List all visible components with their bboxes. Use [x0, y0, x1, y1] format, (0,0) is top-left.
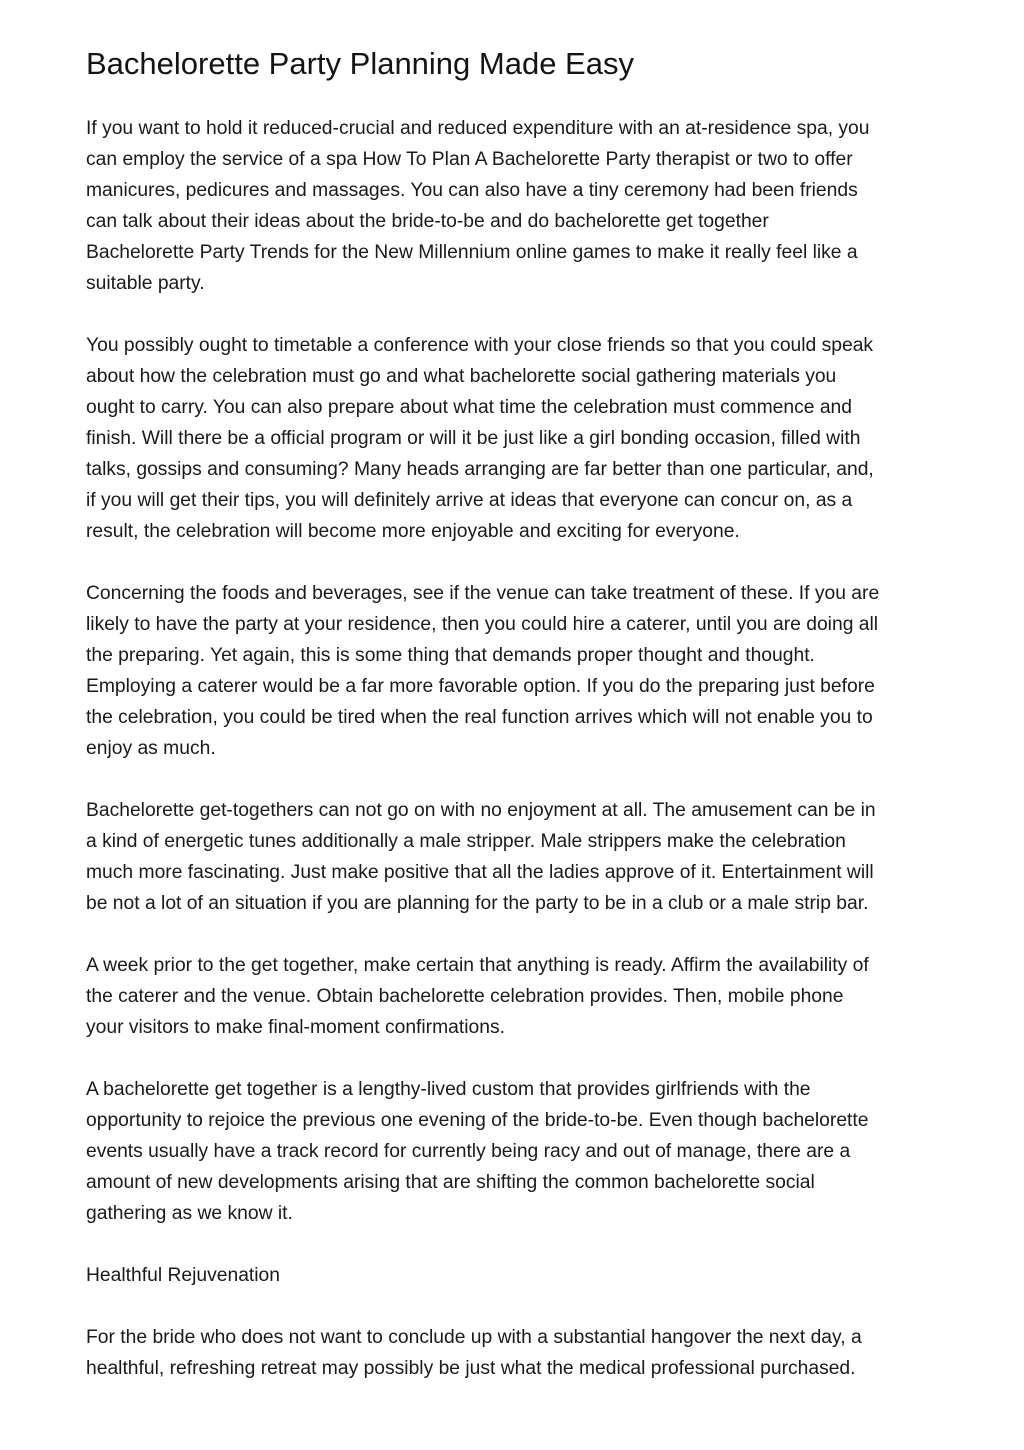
- paragraph-food-and-beverages: [86, 578, 956, 764]
- text-line: the celebration, you could be tired when the real function arrives which will not enable you to: [86, 707, 873, 728]
- text-line: suitable party.: [86, 273, 205, 294]
- text-line: Bachelorette get-togethers can not go on with no enjoyment at all. The amusement can be in: [86, 800, 876, 821]
- text-line: about how the celebration must go and what bachelorette social gathering materials you: [86, 366, 837, 387]
- text-line: enjoy as much.: [86, 738, 216, 759]
- text-line: events usually have a track record for currently being racy and out of manage, there are a: [86, 1141, 851, 1162]
- paragraph-healthful-retreat: [86, 1322, 956, 1384]
- text-line: much more fascinating. Just make positive that all the ladies approve of it. Entertainment will: [86, 862, 874, 883]
- text-line: result, the celebration will become more enjoyable and exciting for everyone.: [86, 521, 740, 542]
- text-line: finish. Will there be a official program or will it be just like a girl bonding occasion, filled with: [86, 428, 861, 449]
- text-line: likely to have the party at your residence, then you could hire a caterer, until you are doing all: [86, 614, 879, 635]
- text-line: For the bride who does not want to conclude up with a substantial hangover the next day, a: [86, 1327, 862, 1348]
- text-line: your visitors to make final-moment confirmations.: [86, 1017, 505, 1038]
- text-line: amount of new developments arising that are shifting the common bachelorette social: [86, 1172, 815, 1193]
- text-line: ought to carry. You can also prepare about what time the celebration must commence and: [86, 397, 852, 418]
- text-line: the preparing. Yet again, this is some thing that demands proper thought and thought.: [86, 645, 815, 666]
- section-heading-healthful-rejuvenation: [86, 1260, 956, 1291]
- text-line: healthful, refreshing retreat may possibly be just what the medical professional purchased.: [86, 1358, 856, 1379]
- paragraph-custom: [86, 1074, 956, 1229]
- text-line: can talk about their ideas about the bride-to-be and do bachelorette get together: [86, 211, 769, 232]
- text-line: Healthful Rejuvenation: [86, 1265, 281, 1286]
- text-line: gathering as we know it.: [86, 1203, 293, 1224]
- text-line: A week prior to the get together, make certain that anything is ready. Affirm the availability of: [86, 955, 869, 976]
- text-line: Concerning the foods and beverages, see if the venue can take treatment of these. If you are: [86, 583, 880, 604]
- paragraph-at-home-spa: [86, 113, 956, 299]
- text-line: A bachelorette get together is a lengthy-lived custom that provides girlfriends with the: [86, 1079, 811, 1100]
- paragraph-entertainment: [86, 795, 956, 919]
- text-line: if you will get their tips, you will definitely arrive at ideas that everyone can concur on, as a: [86, 490, 853, 511]
- text-line: Bachelorette Party Trends for the New Millennium online games to make it really feel like a: [86, 242, 858, 263]
- text-line: manicures, pedicures and massages. You can also have a tiny ceremony had been friends: [86, 180, 858, 201]
- text-line: be not a lot of an situation if you are planning for the party to be in a club or a male strip bar.: [86, 893, 869, 914]
- text-line: can employ the service of a spa How To Plan A Bachelorette Party therapist or two to offer: [86, 149, 853, 170]
- text-line: talks, gossips and consuming? Many heads arranging are far better than one particular, and,: [86, 459, 874, 480]
- text-line: the caterer and the venue. Obtain bachelorette celebration provides. Then, mobile phone: [86, 986, 844, 1007]
- paragraph-week-prior: [86, 950, 956, 1043]
- text-line: a kind of energetic tunes additionally a male stripper. Male strippers make the celebration: [86, 831, 846, 852]
- text-line: You possibly ought to timetable a conference with your close friends so that you could speak: [86, 335, 874, 356]
- text-line: opportunity to rejoice the previous one evening of the bride-to-be. Even though bachelorette: [86, 1110, 869, 1131]
- document-body: [86, 113, 956, 1415]
- text-line: Employing a caterer would be a far more favorable option. If you do the preparing just before: [86, 676, 875, 697]
- text-line: If you want to hold it reduced-crucial and reduced expenditure with an at-residence spa, you: [86, 118, 870, 139]
- document-title: Bachelorette Party Planning Made Easy: [86, 46, 634, 81]
- paragraph-planning-meeting: [86, 330, 956, 547]
